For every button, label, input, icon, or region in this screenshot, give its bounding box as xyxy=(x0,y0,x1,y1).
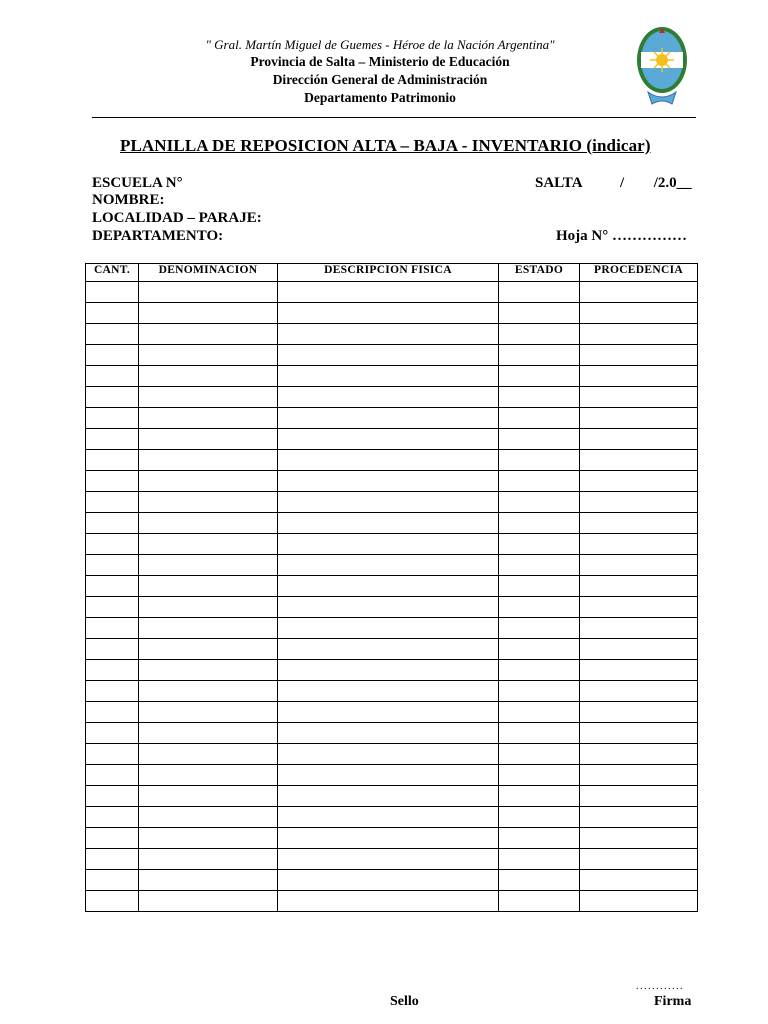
descripcion-cell[interactable] xyxy=(278,765,499,786)
form-title: PLANILLA DE REPOSICION ALTA – BAJA - INVENTARIO (indicar) xyxy=(120,136,651,155)
descripcion-cell[interactable] xyxy=(278,408,499,429)
cant-cell[interactable] xyxy=(86,450,139,471)
table-row xyxy=(86,870,698,891)
denominacion-cell[interactable] xyxy=(139,555,278,576)
denominacion-cell[interactable] xyxy=(139,513,278,534)
denominacion-cell[interactable] xyxy=(139,324,278,345)
procedencia-cell[interactable] xyxy=(580,597,698,618)
cant-cell[interactable] xyxy=(86,513,139,534)
denominacion-cell[interactable] xyxy=(139,534,278,555)
estado-cell[interactable] xyxy=(499,828,580,849)
estado-cell[interactable] xyxy=(499,597,580,618)
descripcion-cell[interactable] xyxy=(278,744,499,765)
denominacion-cell[interactable] xyxy=(139,660,278,681)
denominacion-cell[interactable] xyxy=(139,849,278,870)
procedencia-cell[interactable] xyxy=(580,849,698,870)
procedencia-cell[interactable] xyxy=(580,618,698,639)
descripcion-cell[interactable] xyxy=(278,555,499,576)
salta-date xyxy=(535,175,692,192)
cant-cell[interactable] xyxy=(86,807,139,828)
procedencia-cell[interactable] xyxy=(580,891,698,912)
denominacion-cell[interactable] xyxy=(139,282,278,303)
descripcion-cell[interactable] xyxy=(278,303,499,324)
descripcion-cell[interactable] xyxy=(278,429,499,450)
cant-cell[interactable] xyxy=(86,744,139,765)
descripcion-cell[interactable] xyxy=(278,513,499,534)
cant-cell[interactable] xyxy=(86,660,139,681)
estado-cell[interactable] xyxy=(499,408,580,429)
table-row xyxy=(86,450,698,471)
descripcion-cell[interactable] xyxy=(278,387,499,408)
estado-cell[interactable] xyxy=(499,555,580,576)
table-row xyxy=(86,303,698,324)
direction-line: Dirección General de Administración xyxy=(272,72,488,87)
procedencia-cell[interactable] xyxy=(580,576,698,597)
table-row xyxy=(86,471,698,492)
table-row xyxy=(86,513,698,534)
cant-cell[interactable] xyxy=(86,870,139,891)
cant-cell[interactable] xyxy=(86,534,139,555)
estado-cell[interactable] xyxy=(499,576,580,597)
descripcion-cell[interactable] xyxy=(278,492,499,513)
cant-cell[interactable] xyxy=(86,723,139,744)
table-row xyxy=(86,639,698,660)
cant-cell[interactable] xyxy=(86,555,139,576)
inventory-table xyxy=(85,263,698,912)
descripcion-cell[interactable] xyxy=(278,639,499,660)
denominacion-cell[interactable] xyxy=(139,744,278,765)
procedencia-cell[interactable] xyxy=(580,807,698,828)
descripcion-cell[interactable] xyxy=(278,849,499,870)
descripcion-cell[interactable] xyxy=(278,324,499,345)
signature-dots: ............ xyxy=(636,981,684,992)
descripcion-cell[interactable] xyxy=(278,786,499,807)
denominacion-cell[interactable] xyxy=(139,345,278,366)
col-cant: CANT. xyxy=(86,264,139,282)
cant-cell[interactable] xyxy=(86,891,139,912)
estado-cell[interactable] xyxy=(499,303,580,324)
table-row xyxy=(86,828,698,849)
estado-cell[interactable] xyxy=(499,639,580,660)
salta-label: SALTA xyxy=(535,175,583,191)
cant-cell[interactable] xyxy=(86,576,139,597)
denominacion-cell[interactable] xyxy=(139,303,278,324)
denominacion-cell[interactable] xyxy=(139,786,278,807)
table-row xyxy=(86,282,698,303)
table-row xyxy=(86,765,698,786)
estado-cell[interactable] xyxy=(499,534,580,555)
descripcion-cell[interactable] xyxy=(278,282,499,303)
procedencia-cell[interactable] xyxy=(580,366,698,387)
descripcion-cell[interactable] xyxy=(278,345,499,366)
cant-cell[interactable] xyxy=(86,303,139,324)
cant-cell[interactable] xyxy=(86,366,139,387)
denominacion-cell[interactable] xyxy=(139,870,278,891)
procedencia-cell[interactable] xyxy=(580,723,698,744)
cant-cell[interactable] xyxy=(86,429,139,450)
table-row xyxy=(86,408,698,429)
denominacion-cell[interactable] xyxy=(139,408,278,429)
table-row xyxy=(86,597,698,618)
denominacion-cell[interactable] xyxy=(139,450,278,471)
procedencia-cell[interactable] xyxy=(580,282,698,303)
denominacion-cell[interactable] xyxy=(139,828,278,849)
denominacion-cell[interactable] xyxy=(139,366,278,387)
cant-cell[interactable] xyxy=(86,471,139,492)
estado-cell[interactable] xyxy=(499,786,580,807)
denominacion-cell[interactable] xyxy=(139,597,278,618)
denominacion-cell[interactable] xyxy=(139,765,278,786)
hoja-label: Hoja N° …………… xyxy=(556,228,687,244)
descripcion-cell[interactable] xyxy=(278,450,499,471)
nombre-label: NOMBRE: xyxy=(92,192,165,208)
table-row xyxy=(86,534,698,555)
estado-cell[interactable] xyxy=(499,891,580,912)
estado-cell[interactable] xyxy=(499,366,580,387)
descripcion-cell[interactable] xyxy=(278,576,499,597)
cant-cell[interactable] xyxy=(86,618,139,639)
table-row xyxy=(86,555,698,576)
procedencia-cell[interactable] xyxy=(580,828,698,849)
descripcion-cell[interactable] xyxy=(278,534,499,555)
estado-cell[interactable] xyxy=(499,765,580,786)
procedencia-cell[interactable] xyxy=(580,660,698,681)
procedencia-cell[interactable] xyxy=(580,765,698,786)
cant-cell[interactable] xyxy=(86,324,139,345)
procedencia-cell[interactable] xyxy=(580,408,698,429)
estado-cell[interactable] xyxy=(499,849,580,870)
col-denominacion: DENOMINACION xyxy=(139,264,278,282)
denominacion-cell[interactable] xyxy=(139,492,278,513)
table-row xyxy=(86,786,698,807)
procedencia-cell[interactable] xyxy=(580,639,698,660)
estado-cell[interactable] xyxy=(499,723,580,744)
table-row xyxy=(86,429,698,450)
col-descripcion: DESCRIPCION FISICA xyxy=(278,264,499,282)
denominacion-cell[interactable] xyxy=(139,702,278,723)
estado-cell[interactable] xyxy=(499,450,580,471)
estado-cell[interactable] xyxy=(499,744,580,765)
descripcion-cell[interactable] xyxy=(278,366,499,387)
cant-cell[interactable] xyxy=(86,597,139,618)
department-line: Departamento Patrimonio xyxy=(304,90,456,105)
procedencia-cell[interactable] xyxy=(580,492,698,513)
descripcion-cell[interactable] xyxy=(278,618,499,639)
date-year: /2.0__ xyxy=(653,175,692,191)
procedencia-cell[interactable] xyxy=(580,324,698,345)
denominacion-cell[interactable] xyxy=(139,723,278,744)
localidad-label: LOCALIDAD – PARAJE: xyxy=(92,210,262,226)
procedencia-cell[interactable] xyxy=(580,681,698,702)
table-header-row xyxy=(86,264,698,282)
table-row xyxy=(86,891,698,912)
cant-cell[interactable] xyxy=(86,492,139,513)
cant-cell[interactable] xyxy=(86,639,139,660)
procedencia-cell[interactable] xyxy=(580,303,698,324)
escuela-label: ESCUELA N° xyxy=(92,175,183,191)
estado-cell[interactable] xyxy=(499,492,580,513)
denominacion-cell[interactable] xyxy=(139,471,278,492)
departamento-label: DEPARTAMENTO: xyxy=(92,228,224,244)
descripcion-cell[interactable] xyxy=(278,597,499,618)
table-row xyxy=(86,849,698,870)
procedencia-cell[interactable] xyxy=(580,786,698,807)
procedencia-cell[interactable] xyxy=(580,744,698,765)
denominacion-cell[interactable] xyxy=(139,891,278,912)
descripcion-cell[interactable] xyxy=(278,681,499,702)
col-estado: ESTADO xyxy=(499,264,580,282)
cant-cell[interactable] xyxy=(86,408,139,429)
denominacion-cell[interactable] xyxy=(139,639,278,660)
header-divider xyxy=(92,117,696,118)
motto-line: " Gral. Martín Miguel de Guemes - Héroe de la Nación Argentina" xyxy=(205,37,555,52)
descripcion-cell[interactable] xyxy=(278,723,499,744)
descripcion-cell[interactable] xyxy=(278,891,499,912)
cant-cell[interactable] xyxy=(86,387,139,408)
denominacion-cell[interactable] xyxy=(139,429,278,450)
estado-cell[interactable] xyxy=(499,471,580,492)
table-row xyxy=(86,681,698,702)
estado-cell[interactable] xyxy=(499,513,580,534)
procedencia-cell[interactable] xyxy=(580,345,698,366)
procedencia-cell[interactable] xyxy=(580,450,698,471)
estado-cell[interactable] xyxy=(499,618,580,639)
denominacion-cell[interactable] xyxy=(139,618,278,639)
table-row xyxy=(86,702,698,723)
cant-cell[interactable] xyxy=(86,681,139,702)
denominacion-cell[interactable] xyxy=(139,387,278,408)
cant-cell[interactable] xyxy=(86,828,139,849)
descripcion-cell[interactable] xyxy=(278,807,499,828)
cant-cell[interactable] xyxy=(86,765,139,786)
descripcion-cell[interactable] xyxy=(278,660,499,681)
procedencia-cell[interactable] xyxy=(580,870,698,891)
descripcion-cell[interactable] xyxy=(278,471,499,492)
table-row xyxy=(86,807,698,828)
sello-label: Sello xyxy=(390,994,419,1009)
cant-cell[interactable] xyxy=(86,702,139,723)
table-row xyxy=(86,576,698,597)
table-row xyxy=(86,345,698,366)
estado-cell[interactable] xyxy=(499,282,580,303)
estado-cell[interactable] xyxy=(499,681,580,702)
procedencia-cell[interactable] xyxy=(580,429,698,450)
procedencia-cell[interactable] xyxy=(580,513,698,534)
estado-cell[interactable] xyxy=(499,870,580,891)
table-row xyxy=(86,387,698,408)
estado-cell[interactable] xyxy=(499,807,580,828)
procedencia-cell[interactable] xyxy=(580,387,698,408)
table-row xyxy=(86,744,698,765)
estado-cell[interactable] xyxy=(499,345,580,366)
procedencia-cell[interactable] xyxy=(580,555,698,576)
firma-label: Firma xyxy=(654,994,692,1009)
ministry-line: Provincia de Salta – Ministerio de Educación xyxy=(250,54,510,69)
estado-cell[interactable] xyxy=(499,324,580,345)
date-separator: / xyxy=(620,175,625,191)
table-row xyxy=(86,366,698,387)
estado-cell[interactable] xyxy=(499,387,580,408)
descripcion-cell[interactable] xyxy=(278,828,499,849)
estado-cell[interactable] xyxy=(499,660,580,681)
procedencia-cell[interactable] xyxy=(580,471,698,492)
denominacion-cell[interactable] xyxy=(139,807,278,828)
cant-cell[interactable] xyxy=(86,345,139,366)
estado-cell[interactable] xyxy=(499,429,580,450)
cant-cell[interactable] xyxy=(86,282,139,303)
denominacion-cell[interactable] xyxy=(139,681,278,702)
province-seal-icon xyxy=(634,24,690,108)
cant-cell[interactable] xyxy=(86,849,139,870)
table-row xyxy=(86,618,698,639)
estado-cell[interactable] xyxy=(499,702,580,723)
table-row xyxy=(86,660,698,681)
denominacion-cell[interactable] xyxy=(139,576,278,597)
col-procedencia: PROCEDENCIA xyxy=(580,264,698,282)
cant-cell[interactable] xyxy=(86,786,139,807)
descripcion-cell[interactable] xyxy=(278,702,499,723)
procedencia-cell[interactable] xyxy=(580,702,698,723)
table-row xyxy=(86,492,698,513)
descripcion-cell[interactable] xyxy=(278,870,499,891)
procedencia-cell[interactable] xyxy=(580,534,698,555)
table-row xyxy=(86,324,698,345)
table-row xyxy=(86,723,698,744)
